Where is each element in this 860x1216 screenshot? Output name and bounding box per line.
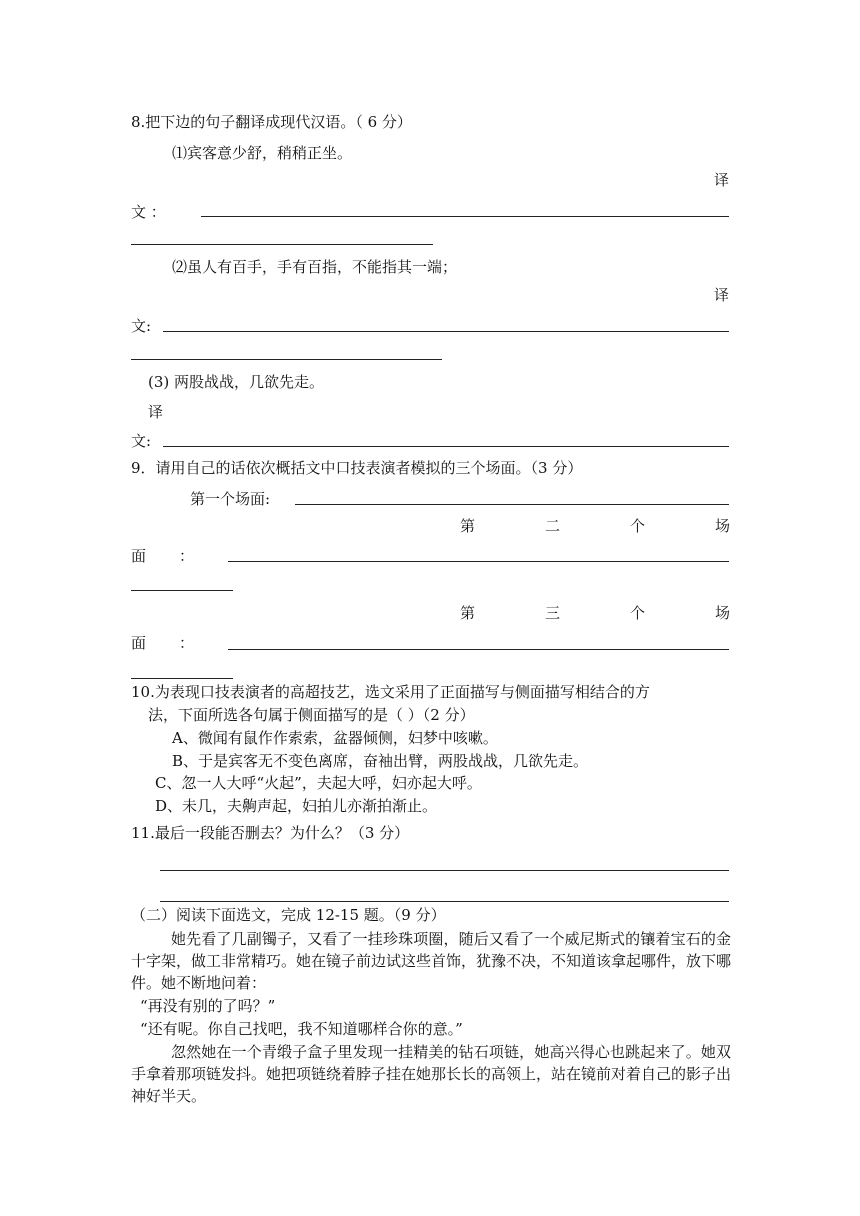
q8-yi-2: 译 bbox=[714, 286, 730, 304]
q10-option-b: B、于是宾客无不变色离席，奋袖出臂，两股战战，几欲先走。 bbox=[172, 752, 589, 770]
reading-quote-2: “还有呢。你自己找吧，我不知道哪样合你的意。” bbox=[140, 1020, 463, 1038]
q8-wen-2: 文: bbox=[131, 317, 152, 335]
char: 三 bbox=[544, 604, 560, 622]
q11-title: 11.最后一段能否删去？为什么？（3 分） bbox=[131, 824, 410, 842]
q9-colon-2: ： bbox=[179, 547, 195, 565]
reading-quote-1: “再没有别的了吗？” bbox=[140, 997, 276, 1015]
char: 场 bbox=[714, 604, 730, 622]
q8-yi-1: 译 bbox=[714, 171, 730, 189]
q10-option-c: C、忽一人大呼“火起”，夫起大呼，妇亦起大呼。 bbox=[155, 774, 482, 792]
q8-sentence-1: ⑴宾客意少舒，稍稍正坐。 bbox=[172, 144, 353, 162]
char: 个 bbox=[629, 604, 645, 622]
answer-line[interactable] bbox=[228, 561, 729, 562]
q8-sentence-3: (3) 两股战战，几欲先走。 bbox=[148, 373, 325, 391]
q9-colon-3: ： bbox=[179, 634, 195, 652]
answer-line[interactable] bbox=[228, 649, 729, 650]
answer-line[interactable] bbox=[201, 216, 729, 217]
answer-line[interactable] bbox=[131, 678, 233, 679]
char: 第 bbox=[460, 517, 476, 535]
answer-line[interactable] bbox=[163, 446, 729, 447]
q9-mian-2: 面 bbox=[131, 547, 147, 565]
answer-line[interactable] bbox=[131, 590, 233, 591]
answer-line[interactable] bbox=[295, 504, 729, 505]
q10-title-line-1: 10.为表现口技表演者的高超技艺，选文采用了正面描写与侧面描写相结合的方 bbox=[131, 683, 650, 701]
q8-wen-1: 文 ： bbox=[131, 203, 166, 221]
answer-line[interactable] bbox=[160, 870, 729, 871]
answer-line[interactable] bbox=[131, 359, 442, 360]
answer-line[interactable] bbox=[163, 331, 729, 332]
reading-paragraph-1: 她先看了几副镯子，又看了一挂珍珠项圈，随后又看了一个威尼斯式的镶着宝石的金十字架，做工非常精巧。她在镜子前边试这些首饰，犹豫不决，不知道该拿起哪件，放下哪件。她不断地问着： bbox=[131, 930, 732, 992]
char: 场 bbox=[714, 517, 730, 535]
q8-yi-3: 译 bbox=[148, 403, 164, 421]
char: 二 bbox=[544, 517, 560, 535]
answer-line[interactable] bbox=[160, 901, 729, 902]
q9-title: 9．请用自己的话依次概括文中口技表演者模拟的三个场面。（3 分） bbox=[131, 459, 583, 477]
q8-wen-3: 文: bbox=[131, 432, 152, 450]
q9-third-scene-label bbox=[460, 603, 730, 623]
q8-sentence-2: ⑵虽人有百手，手有百指，不能指其一端； bbox=[172, 258, 458, 276]
q9-second-scene-label bbox=[460, 516, 730, 536]
q10-option-a: A、微闻有鼠作作索索，盆器倾侧，妇梦中咳嗽。 bbox=[172, 729, 498, 747]
section2-title: （二）阅读下面选文，完成 12-15 题。（9 分） bbox=[131, 906, 446, 924]
q10-option-d: D、未几，夫齁声起，妇拍儿亦渐拍渐止。 bbox=[155, 797, 438, 815]
q9-mian-3: 面 bbox=[131, 634, 147, 652]
reading-paragraph-2: 忽然她在一个青缎子盒子里发现一挂精美的钻石项链，她高兴得心也跳起来了。她双手拿着那项链发抖。她把项链绕着脖子挂在她那长长的高领上，站在镜前对着自己的影子出神好半天。 bbox=[131, 1043, 732, 1105]
q8-title: 8.把下边的句子翻译成现代汉语。（ 6 分） bbox=[131, 113, 412, 131]
char: 第 bbox=[460, 604, 476, 622]
q9-first-scene: 第一个场面: bbox=[190, 490, 271, 508]
char: 个 bbox=[629, 517, 645, 535]
q10-title-line-2: 法，下面所选各句属于侧面描写的是（ ）（2 分） bbox=[148, 706, 475, 724]
answer-line[interactable] bbox=[131, 244, 433, 245]
